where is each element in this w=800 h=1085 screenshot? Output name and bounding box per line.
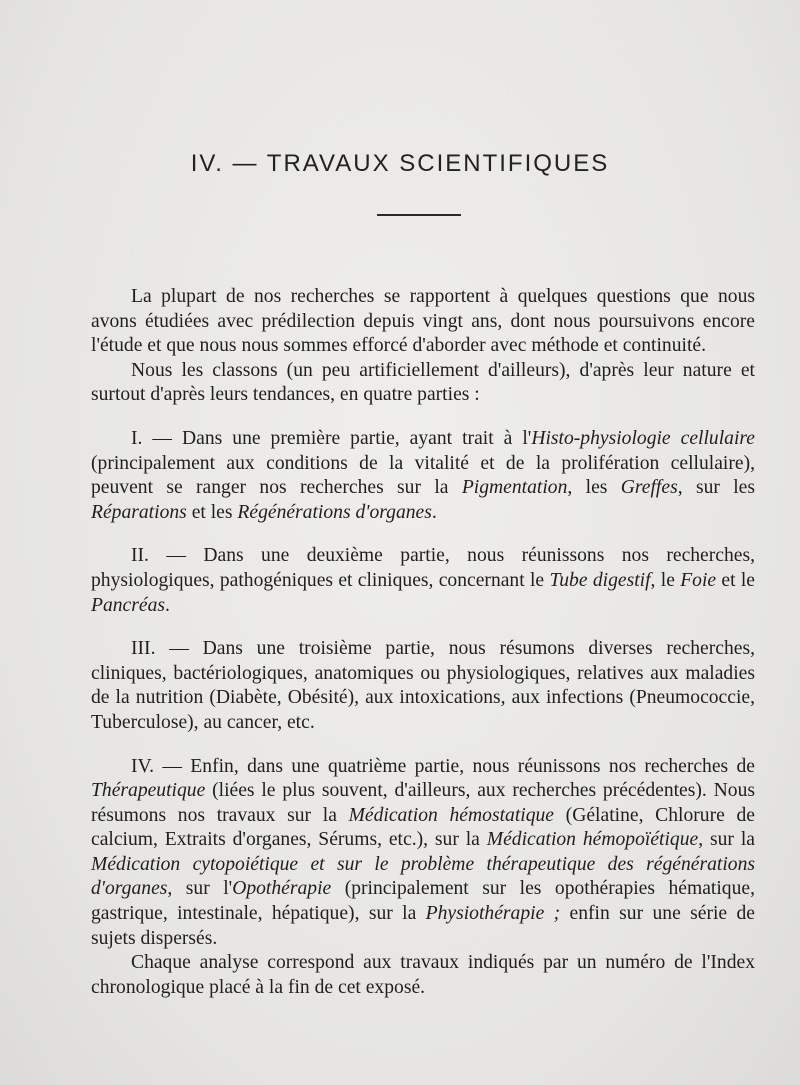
italic-term: Foie <box>680 569 717 591</box>
italic-term: Médication cytopoiétique et sur le problème thérapeutique des régénérations d'organes <box>91 853 755 900</box>
italic-term: Pancréas <box>91 594 166 616</box>
paragraph-partie-3: III. — Dans une troisième partie, nous résumons diverses recherches, cliniques, bactériologiques, anatomiques ou physiologiques, relatives aux maladies de la nutrition (Diabète, Obésité), aux intoxications, aux infections (Pneumococcie, Tuberculose), au cancer, etc. <box>91 638 755 733</box>
italic-term: Médication hémopoïétique <box>486 829 699 851</box>
paragraph-partie-4 <box>91 755 755 952</box>
text-run: (principalement aux conditions de la vitalité et de la prolifération cellulaire), peuvent se ranger nos recherches sur la <box>91 452 755 499</box>
italic-term: Thérapeutique <box>91 780 206 802</box>
text-run: et les <box>186 501 238 523</box>
text-run: I. — Dans une première partie, ayant trait à l' <box>131 427 532 449</box>
italic-term: Réparations <box>91 501 187 523</box>
body-text <box>91 285 755 1000</box>
text-run: , sur l' <box>167 878 233 900</box>
paragraph-intro: La plupart de nos recherches se rapportent à quelques questions que nous avons étudiées avec prédilection depuis vingt ans, dont nous poursuivons encore l'étude et que nous nous sommes efforcé d'aborder avec méthode et continuité. <box>91 286 755 357</box>
text-run: . <box>431 501 437 523</box>
paragraph-partie-1 <box>91 427 755 525</box>
text-run: , le <box>650 569 681 591</box>
text-run: (liées le plus souvent, d'ailleurs, aux recherches précédentes). Nous résumons nos travaux sur la <box>91 780 755 826</box>
text-run: IV. — Enfin, dans une quatrième partie, nous réunissons nos recherches de <box>131 755 755 777</box>
text-run: . <box>165 594 170 616</box>
text-run: (Gélatine, Chlorure de calcium, Extraits d'organes, Sérums, etc.), sur la <box>91 804 755 851</box>
italic-term: Opothérapie <box>232 878 332 900</box>
section-title: IV. — TRAVAUX SCIENTIFIQUES <box>190 150 610 177</box>
text-run: (principalement sur les opothérapies hématique, gastrique, intestinale, hépatique), sur la <box>91 878 755 925</box>
italic-term: Tube digestif <box>549 569 651 591</box>
text-run: enfin sur une série de sujets dispersés. <box>91 903 755 949</box>
text-run: , les <box>567 477 621 499</box>
text-run: et le <box>716 569 755 591</box>
italic-term: Pigmentation <box>461 477 568 499</box>
text-run: , sur les <box>677 477 755 499</box>
italic-term: Physiothérapie ; <box>425 903 561 925</box>
text-run: II. — Dans une deuxième partie, nous réunissons nos recherches, physiologiques, pathogéniques et cliniques, concernant le <box>91 545 755 591</box>
paragraph-partie-2 <box>91 544 755 618</box>
paragraph-conclusion: Chaque analyse correspond aux travaux indiqués par un numéro de l'Index chronologique placé à la fin de cet exposé. <box>91 952 755 998</box>
paragraph-classement: Nous les classons (un peu artificiellement d'ailleurs), d'après leur nature et surtout d'après leurs tendances, en quatre parties : <box>91 359 755 406</box>
italic-term: Histo-physiologie cellulaire <box>531 427 755 449</box>
italic-term: Médication hémostatique <box>348 804 554 826</box>
text-run: , sur la <box>698 829 755 851</box>
italic-term: Régénérations d'organes <box>237 501 432 523</box>
title-underline <box>377 214 461 216</box>
italic-term: Greffes <box>620 477 678 499</box>
